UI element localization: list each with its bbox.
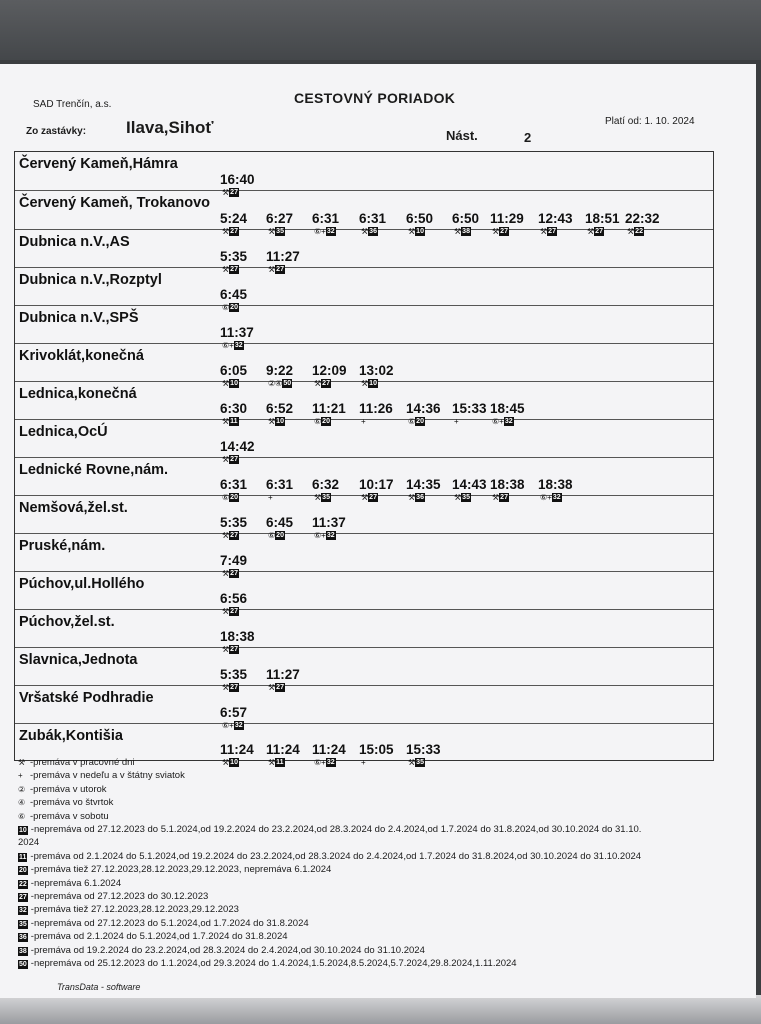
note-symbol: ⚒: [492, 493, 500, 502]
page-title: CESTOVNÝ PORIADOK: [294, 90, 456, 106]
timetable-row: [15, 648, 713, 692]
note-code-box: 10: [369, 380, 377, 387]
departure-time: 6:32: [312, 477, 340, 492]
departure-time: 5:24: [220, 211, 248, 226]
note-code-box: 27: [230, 570, 238, 577]
note-symbol: +: [268, 493, 273, 502]
note-symbol: ⑥: [314, 417, 322, 426]
note-symbol: ⚒: [222, 455, 230, 464]
legend-text: -premáva v nedeľu a v štátny sviatok: [30, 770, 185, 782]
departure-time: 9:22: [266, 363, 294, 378]
note-code-box: 27: [230, 646, 238, 653]
destination-name: Lednické Rovne,nám.: [19, 462, 169, 478]
destination-name: Nemšová,žel.st.: [19, 500, 128, 516]
departure-time: 14:36: [406, 401, 441, 416]
legend-item: [18, 796, 718, 809]
note-symbol: ⚒: [222, 683, 230, 692]
legend-code-box: 22: [19, 880, 27, 888]
departure-time: 11:27: [266, 249, 300, 264]
valid-from: Platí od: 1. 10. 2024: [605, 116, 695, 127]
note-code-box: 27: [230, 228, 238, 235]
departure-time: 6:31: [220, 477, 248, 492]
note-code-box: 10: [416, 228, 424, 235]
legend-code-box: 38: [19, 947, 27, 955]
legend-item: [18, 823, 718, 836]
departures: [15, 306, 713, 350]
destination-name: Vršatské Podhradie: [19, 690, 154, 706]
legend-code-box: 36: [19, 934, 27, 942]
note-symbol: ⚒: [222, 645, 230, 654]
note-symbol: ⚒: [540, 227, 548, 236]
departures: [15, 686, 713, 730]
departure-time: 15:05: [359, 742, 394, 757]
destination-name: Krivoklát,konečná: [19, 348, 144, 364]
note-code-box: 27: [500, 494, 508, 501]
departure-time: 6:56: [220, 591, 248, 606]
timetable-row: [15, 191, 713, 236]
legend-text: -nepremáva od 27.12.2023 do 5.1.2024,od 19.2.2024 do 23.2.2024,od 28.3.2024 do 2.4.2024,od 1.7.2024 do 31.8.2024,od 30.10.2024 do 31.10.: [30, 824, 642, 836]
note-symbol: ⑥: [408, 417, 416, 426]
note-symbol: ⚒: [408, 758, 416, 767]
note-symbol: ⚒: [268, 758, 276, 767]
destination-name: Červený Kameň, Trokanovo: [19, 195, 210, 211]
note-symbol: ⑥: [222, 493, 230, 502]
destination-name: Červený Kameň,Hámra: [19, 156, 178, 172]
timetable-row: [15, 344, 713, 388]
departure-time: 6:45: [220, 287, 248, 302]
legend-symbol: ②: [18, 784, 26, 794]
note-code-box: 35: [462, 494, 470, 501]
legend-symbol: ④: [18, 798, 26, 808]
departures: [15, 153, 713, 197]
departure-time: 18:38: [490, 477, 525, 492]
departure-time: 14:42: [220, 439, 255, 454]
note-code-box: 36: [416, 494, 424, 501]
note-symbol: +: [454, 417, 459, 426]
note-symbol: ⑥+: [540, 493, 552, 502]
note-symbol: ⚒: [587, 227, 595, 236]
note-code-box: 50: [283, 380, 292, 387]
timetable-row: [15, 268, 713, 312]
note-code-box: 27: [230, 456, 238, 463]
note-symbol: ⚒: [314, 379, 322, 388]
platform-label: Nást.: [446, 128, 478, 143]
departure-time: 12:43: [538, 211, 573, 226]
legend-text: -premáva od 19.2.2024 do 23.2.2024,od 28.3.2024 do 2.4.2024,od 30.10.2024 do 31.10.2024: [30, 944, 425, 956]
departures: [15, 192, 713, 236]
departure-time: 6:27: [266, 211, 294, 226]
note-symbol: ⚒: [222, 379, 230, 388]
note-code-box: 32: [552, 494, 561, 501]
note-symbol: ⚒: [268, 417, 276, 426]
departure-time: 5:35: [220, 667, 248, 682]
departure-time: 11:24: [312, 742, 346, 757]
note-code-box: 27: [230, 266, 238, 273]
note-code-box: 36: [369, 228, 377, 235]
note-code-box: 32: [326, 228, 335, 235]
note-symbol: ⚒: [492, 227, 500, 236]
note-code-box: 32: [234, 342, 243, 349]
note-code-box: 27: [230, 532, 238, 539]
departure-time: 18:38: [538, 477, 573, 492]
departure-time: 6:52: [266, 401, 294, 416]
timetable-row: [15, 420, 713, 464]
note-code-box: 27: [595, 228, 603, 235]
legend-code-box: 27: [19, 894, 27, 902]
legend-item: [18, 890, 718, 903]
note-symbol: ⚒: [627, 227, 635, 236]
legend-text: -nepremáva od 27.12.2023 do 30.12.2023: [30, 891, 209, 903]
legend-item: [18, 836, 718, 849]
departure-time: 6:45: [266, 515, 294, 530]
note-symbol: ⚒: [222, 569, 230, 578]
note-symbol: ⚒: [454, 227, 462, 236]
departure-time: 7:49: [220, 553, 248, 568]
platform-number: 2: [524, 130, 532, 145]
note-symbol: ⚒: [222, 758, 230, 767]
departures: [15, 534, 713, 578]
legend-item: [18, 769, 718, 782]
legend-text: -premáva tiež 27.12.2023,28.12.2023,29.12.2023, nepremáva 6.1.2024: [30, 864, 332, 876]
note-code-box: 27: [230, 608, 238, 615]
departure-time: 14:43: [452, 477, 487, 492]
destination-name: Púchov,žel.st.: [19, 614, 115, 630]
note-symbol: ⚒: [408, 493, 416, 502]
from-stop-label: Zo zastávky:: [26, 126, 87, 137]
departures: [15, 648, 713, 692]
departure-time: 13:02: [359, 363, 394, 378]
legend-text: 2024: [18, 837, 40, 849]
departure-time: 18:38: [220, 629, 255, 644]
departure-time: 18:45: [490, 401, 525, 416]
note-symbol: ⑥: [222, 303, 230, 312]
note-code-box: 22: [635, 228, 643, 235]
legend: [18, 756, 718, 971]
departure-time: 12:09: [312, 363, 347, 378]
note-code-box: 10: [230, 380, 238, 387]
background-wall-top: [0, 0, 761, 60]
legend-item: [18, 877, 718, 890]
destination-name: Lednica,konečná: [19, 386, 137, 402]
note-code-box: 35: [416, 759, 424, 766]
note-symbol: ⑥+: [492, 417, 504, 426]
note-symbol: ⚒: [268, 227, 276, 236]
note-symbol: ⑥+: [222, 341, 234, 350]
company-name: SAD Trenčín, a.s.: [33, 99, 112, 110]
note-code-box: 32: [326, 532, 335, 539]
legend-text: -premáva od 2.1.2024 do 5.1.2024,od 1.7.2024 do 31.8.2024: [30, 931, 288, 943]
note-code-box: 27: [500, 228, 508, 235]
legend-item: [18, 810, 718, 823]
legend-code-box: 11: [19, 853, 27, 861]
note-symbol: +: [361, 417, 366, 426]
note-symbol: ⚒: [361, 493, 369, 502]
note-symbol: +: [361, 758, 366, 767]
departure-time: 5:35: [220, 515, 248, 530]
note-code-box: 20: [230, 304, 238, 311]
departures: [15, 458, 713, 502]
destination-name: Púchov,ul.Hollého: [19, 576, 145, 592]
departure-time: 11:24: [266, 742, 300, 757]
note-code-box: 27: [548, 228, 556, 235]
departure-time: 11:27: [266, 667, 300, 682]
note-symbol: ⚒: [268, 265, 276, 274]
timetable-row: [15, 534, 713, 578]
departure-time: 11:26: [359, 401, 393, 416]
note-symbol: ⑥+: [314, 758, 326, 767]
legend-text: -premáva v sobotu: [30, 810, 109, 822]
note-code-box: 38: [462, 228, 470, 235]
note-code-box: 27: [276, 266, 284, 273]
legend-item: [18, 903, 718, 916]
legend-item: [18, 756, 718, 769]
departure-time: 15:33: [452, 401, 487, 416]
note-code-box: 27: [230, 684, 238, 691]
note-code-box: 27: [322, 380, 330, 387]
departure-time: 6:31: [266, 477, 294, 492]
note-symbol: ⑥+: [314, 531, 326, 540]
legend-text: -premáva v pracovné dni: [30, 757, 135, 768]
departures: [15, 268, 713, 312]
departure-time: 5:35: [220, 249, 248, 264]
legend-text: -premáva v utorok: [30, 783, 107, 795]
note-code-box: 20: [322, 418, 330, 425]
timetable-row: [15, 610, 713, 654]
note-symbol: ⚒: [314, 493, 322, 502]
note-symbol: ⚒: [222, 227, 230, 236]
note-code-box: 35: [322, 494, 330, 501]
note-code-box: 11: [230, 418, 238, 425]
note-symbol: ⚒: [222, 188, 230, 197]
note-symbol: ⚒: [268, 683, 276, 692]
legend-symbol: ⑥: [18, 811, 26, 821]
footer-software: TransData - software: [57, 982, 141, 992]
destination-name: Dubnica n.V.,SPŠ: [19, 310, 139, 326]
note-code-box: 27: [276, 684, 284, 691]
departures: [15, 420, 713, 464]
legend-text: -nepremáva od 25.12.2023 do 1.1.2024,od 29.3.2024 do 1.4.2024,1.5.2024,8.5.2024,5.7.2024,29.8.2024,1.11.2024: [30, 958, 517, 970]
departure-time: 22:32: [625, 211, 660, 226]
timetable-row: [15, 306, 713, 350]
legend-code-box: 32: [19, 907, 27, 915]
destination-name: Pruské,nám.: [19, 538, 106, 554]
note-symbol: ⚒: [454, 493, 462, 502]
legend-text: -premáva tiež 27.12.2023,28.12.2023,29.12.2023: [30, 904, 239, 916]
legend-text: -nepremáva 6.1.2024: [30, 877, 122, 889]
note-symbol: ⚒: [222, 417, 230, 426]
note-symbol: ⚒: [361, 379, 369, 388]
departure-time: 6:50: [452, 211, 480, 226]
note-symbol: ⚒: [361, 227, 369, 236]
destination-name: Slavnica,Jednota: [19, 652, 138, 668]
departure-time: 11:37: [312, 515, 346, 530]
legend-item: [18, 944, 718, 957]
timetable-row: [15, 382, 713, 426]
departure-time: 6:57: [220, 705, 248, 720]
background-wall-bottom: [0, 995, 761, 1024]
destination-name: Zubák,Kontišia: [19, 728, 123, 744]
departures: [15, 572, 713, 616]
departure-time: 11:29: [490, 211, 524, 226]
departure-time: 6:31: [359, 211, 387, 226]
note-code-box: 27: [369, 494, 377, 501]
timetable-row: [15, 230, 713, 274]
departure-time: 11:37: [220, 325, 254, 340]
legend-text: -nepremáva od 27.12.2023 do 5.1.2024,od 1.7.2024 do 31.8.2024: [30, 917, 309, 929]
legend-text: -premáva od 2.1.2024 do 5.1.2024,od 19.2.2024 do 23.2.2024,od 28.3.2024 do 2.4.2024,od 1.7.2024 do 31.8.2024,od 30.10.2024 do 31.10.2024: [30, 850, 642, 862]
departure-time: 14:35: [406, 477, 441, 492]
departures: [15, 496, 713, 540]
note-code-box: 32: [326, 759, 335, 766]
note-code-box: 11: [276, 759, 284, 766]
note-symbol: ⚒: [222, 531, 230, 540]
timetable-row: [15, 152, 713, 197]
timetable-sheet: [0, 64, 756, 998]
note-symbol: ⑥: [268, 531, 276, 540]
legend-item: [18, 850, 718, 863]
legend-item: [18, 863, 718, 876]
note-symbol: ⚒: [408, 227, 416, 236]
legend-item: [18, 917, 718, 930]
note-symbol: ⑥+: [222, 721, 234, 730]
departure-time: 6:31: [312, 211, 340, 226]
departures: [15, 610, 713, 654]
departure-time: 6:50: [406, 211, 434, 226]
departure-time: 11:24: [220, 742, 254, 757]
note-code-box: 10: [276, 418, 284, 425]
note-code-box: 10: [230, 759, 238, 766]
departures: [15, 344, 713, 388]
legend-item: [18, 930, 718, 943]
note-code-box: 32: [234, 722, 243, 729]
legend-code-box: 50: [19, 961, 27, 969]
legend-text: -premáva vo štvrtok: [30, 797, 114, 809]
destination-name: Lednica,OcÚ: [19, 424, 108, 440]
destination-name: Dubnica n.V.,AS: [19, 234, 130, 250]
departures: [15, 382, 713, 426]
note-symbol: ②④: [268, 379, 283, 388]
note-symbol: ⚒: [222, 265, 230, 274]
legend-item: [18, 783, 718, 796]
departure-time: 11:21: [312, 401, 346, 416]
timetable-row: [15, 686, 713, 730]
destination-name: Dubnica n.V.,Rozptyl: [19, 272, 162, 288]
note-symbol: ⑥+: [314, 227, 326, 236]
legend-symbol: ⚒: [18, 758, 26, 767]
timetable-row: [15, 572, 713, 616]
legend-item: [18, 957, 718, 970]
legend-symbol: +: [18, 771, 23, 781]
note-code-box: 20: [230, 494, 238, 501]
departure-time: 6:05: [220, 363, 248, 378]
note-code-box: 20: [416, 418, 424, 425]
departure-time: 15:33: [406, 742, 441, 757]
legend-code-box: 35: [19, 920, 27, 928]
note-symbol: ⚒: [222, 607, 230, 616]
departure-time: 10:17: [359, 477, 394, 492]
departures: [15, 230, 713, 274]
timetable-row: [15, 496, 713, 540]
note-code-box: 27: [230, 189, 238, 196]
departure-time: 18:51: [585, 211, 620, 226]
timetable-row: [15, 458, 713, 502]
legend-code-box: 10: [19, 827, 27, 835]
note-code-box: 20: [276, 532, 284, 539]
stop-name: Ilava,Sihoť: [126, 118, 214, 137]
note-code-box: 32: [504, 418, 513, 425]
departure-time: 6:30: [220, 401, 248, 416]
legend-code-box: 20: [19, 867, 27, 875]
note-code-box: 35: [276, 228, 284, 235]
departure-time: 16:40: [220, 172, 255, 187]
